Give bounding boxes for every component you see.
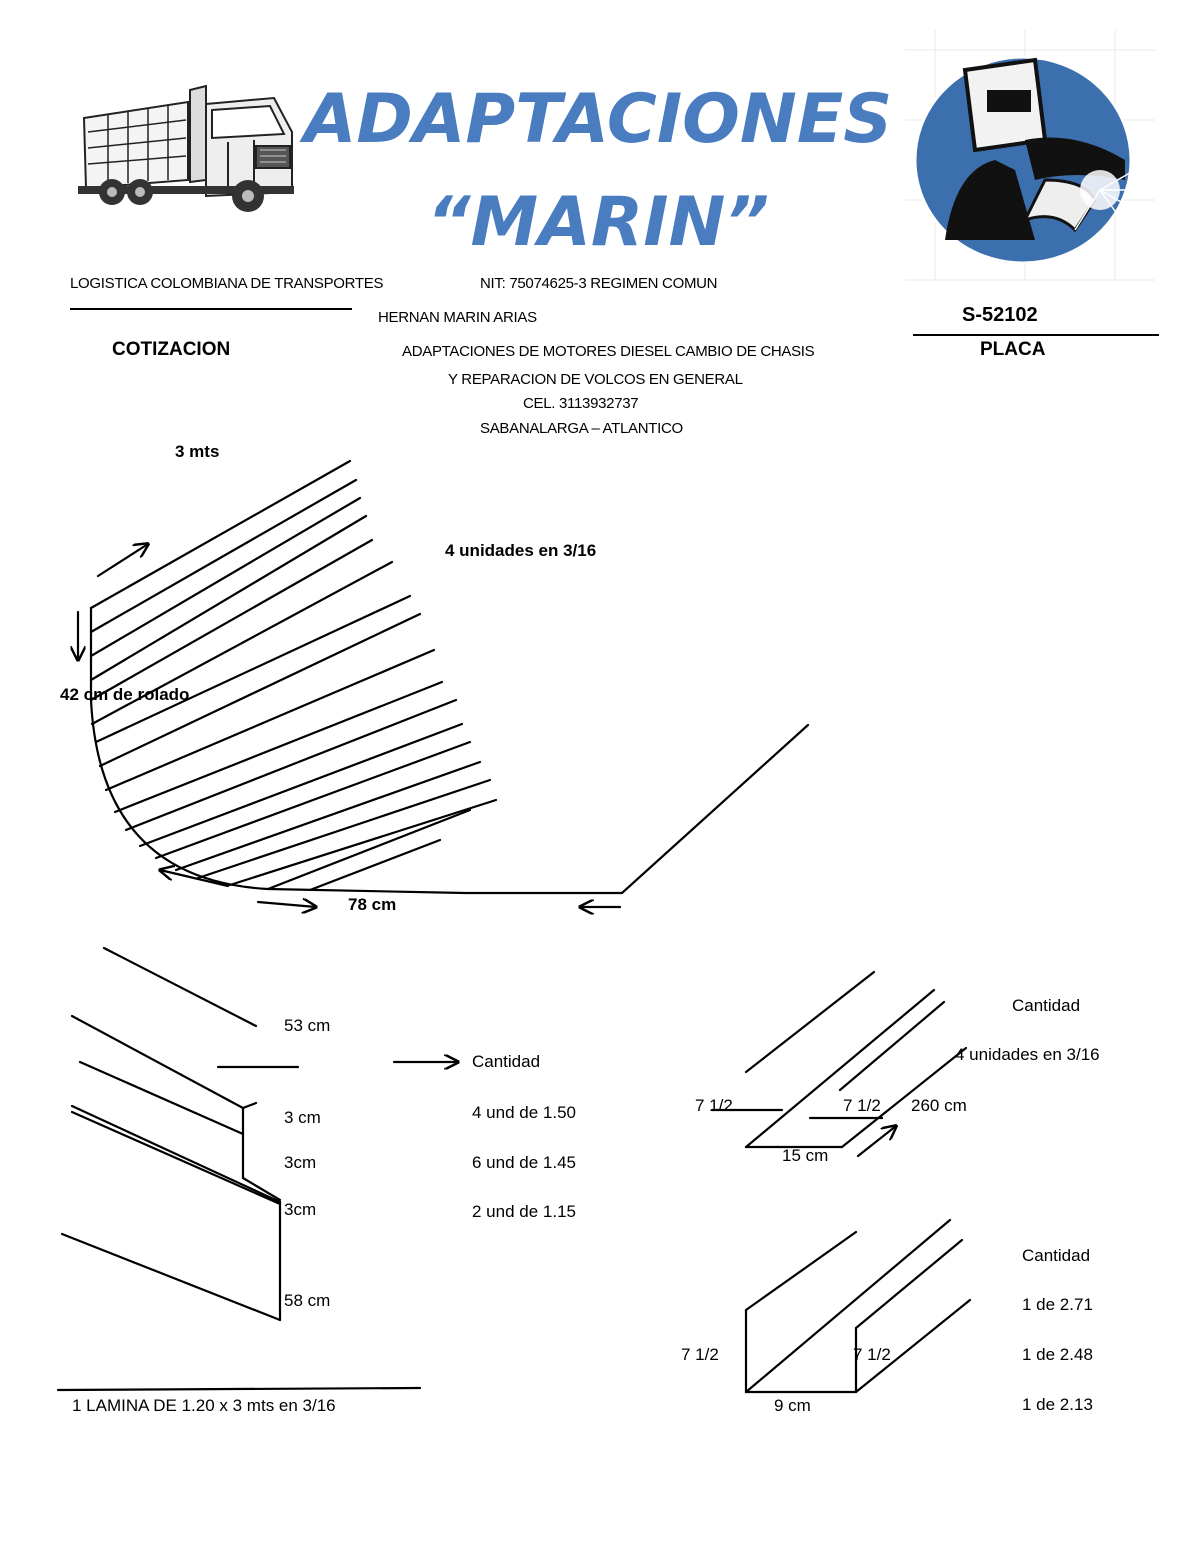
quantity-item: 6 und de 1.45 (472, 1153, 576, 1172)
right-flange-dim: 7 1/2 (843, 1096, 881, 1115)
units-note: 4 unidades en 3/16 (445, 541, 597, 560)
quantity-title: Cantidad (1012, 996, 1081, 1015)
flat-channel-diagram (712, 972, 966, 1156)
u-channel-diagram (746, 1220, 970, 1392)
brand-line-1: ADAPTACIONES (303, 80, 893, 159)
quantity-title: Cantidad (1022, 1246, 1091, 1265)
document-type: COTIZACION (112, 339, 231, 360)
dim-3-a: 3 cm (284, 1108, 321, 1127)
right-flange-dim: 7 1/2 (853, 1345, 891, 1364)
plate-label: PLACA (980, 339, 1046, 360)
phone-number: CEL. 3113932737 (523, 395, 639, 412)
quantity-item: 1 de 2.71 (1022, 1295, 1093, 1314)
left-flange-dim: 7 1/2 (681, 1345, 719, 1364)
dim-53: 53 cm (284, 1016, 331, 1035)
sheet-note: 1 LAMINA DE 1.20 x 3 mts en 3/16 (72, 1396, 336, 1415)
plate-value: S-52102 (962, 304, 1038, 326)
quantity-item: 2 und de 1.15 (472, 1202, 576, 1221)
brand-line-2: “MARIN” (426, 183, 770, 262)
roll-label: 42 cm de rolado (60, 685, 190, 704)
services-line-2: Y REPARACION DE VOLCOS EN GENERAL (448, 371, 743, 388)
quantity-title: Cantidad (472, 1052, 541, 1071)
quantity-item: 4 und de 1.50 (472, 1103, 576, 1122)
company-name: LOGISTICA COLOMBIANA DE TRANSPORTES (70, 275, 384, 292)
bent-profile-diagram (58, 948, 458, 1390)
quantity-item: 1 de 2.48 (1022, 1345, 1093, 1364)
bottom-width-label: 78 cm (348, 895, 397, 914)
rolled-sheet-diagram (78, 461, 808, 907)
length-label: 3 mts (175, 442, 220, 461)
dim-3-c: 3cm (284, 1200, 317, 1219)
left-flange-dim: 7 1/2 (695, 1096, 733, 1115)
services-line-1: ADAPTACIONES DE MOTORES DIESEL CAMBIO DE CHASIS (402, 343, 815, 360)
width-dim: 9 cm (774, 1396, 811, 1415)
length-dim: 260 cm (911, 1096, 967, 1115)
location-text: SABANALARGA – ATLANTICO (480, 420, 683, 437)
dim-58: 58 cm (284, 1291, 331, 1310)
dim-3-b: 3cm (284, 1153, 317, 1172)
quantity-item: 1 de 2.13 (1022, 1395, 1093, 1414)
nit-text: NIT: 75074625-3 REGIMEN COMUN (480, 275, 718, 292)
width-dim: 15 cm (782, 1146, 829, 1165)
owner-name: HERNAN MARIN ARIAS (378, 309, 537, 326)
units-note: 4 unidades en 3/16 (955, 1045, 1100, 1064)
